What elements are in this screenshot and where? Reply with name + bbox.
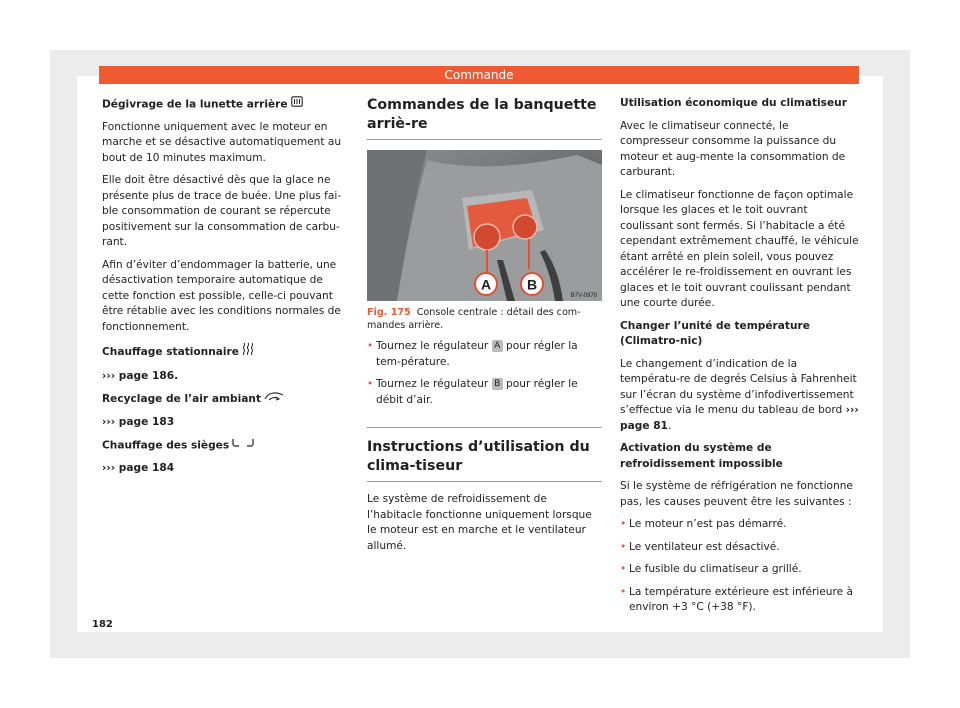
paragraph: Afin d’éviter d’endommager la batterie, une désactivation temporaire automatique de cette fonction est possible, celle-ci pouvant être rétablie avec les conditions normales de fonctionnement.: [102, 258, 341, 333]
recirculation-title: Recyclage de l’air ambiant: [102, 393, 262, 405]
seat-heat-heading: [102, 437, 342, 454]
recirculation-heading: [102, 391, 342, 407]
paragraph: [620, 357, 860, 435]
subheading: Utilisation économique du climatiseur: [620, 97, 847, 109]
divider: [367, 427, 602, 428]
list-item: • La température extérieure est inférieure à environ +3 °C (+38 °F).: [620, 585, 860, 616]
bullet-text: pour régler la tem-pérature.: [376, 340, 578, 368]
list-item: [367, 377, 602, 408]
column-right: [620, 96, 860, 623]
badge-a: A: [492, 340, 503, 352]
badge-b: B: [492, 378, 503, 390]
punctuation: .: [174, 369, 179, 382]
page-link[interactable]: ››› page 183: [102, 415, 175, 428]
subheading: Activation du système de refroidissement impossible: [620, 442, 783, 470]
paragraph-text: Le changement d’indication de la températu-re de degrés Celsius à Fahrenheit sur l’écran du système d’infodivertissement s’effectue via le menu du tableau de bord: [620, 357, 857, 416]
column-left: [102, 96, 342, 483]
paragraph: Avec le climatiseur connecté, le compresseur consomme la puissance du moteur et aug-mente la consommation de carburant.: [620, 119, 846, 178]
page-link[interactable]: ››› page 186: [102, 369, 175, 382]
punctuation: .: [667, 419, 672, 432]
figure-code: B7V-0970: [570, 293, 597, 299]
rear-console-illustration: [367, 150, 602, 301]
rear-defrost-icon: [291, 96, 303, 113]
figure-caption: [367, 307, 602, 332]
link-text: [102, 369, 342, 385]
figure-label-b: B: [526, 276, 538, 293]
caption-text: Console centrale : détail des com-mandes arrière.: [367, 307, 581, 331]
header-bar: [99, 66, 859, 84]
heater-heading: [102, 342, 342, 362]
paragraph: Elle doit être désactivé dès que la glace ne présente plus de trace de buée. Une plus fai-ble consommation de courant se répercute positivement sur la consommation de carbu-rant.: [102, 174, 342, 249]
list-item: • Le moteur n’est pas démarré.: [620, 517, 860, 533]
recirculation-icon: [264, 391, 286, 407]
bullet-text: Tournez le régulateur: [376, 378, 489, 390]
rear-defrost-heading: [102, 96, 342, 113]
section-title: Commandes de la banquette arriè-re: [367, 97, 597, 132]
paragraph: Fonctionne uniquement avec le moteur en marche et se désactive automatiquement au bout de 10 minutes maximum.: [102, 120, 342, 164]
figure-number: Fig. 175: [367, 307, 411, 318]
figure-rear-controls: [367, 150, 602, 301]
list-item: [367, 339, 602, 370]
divider: [367, 481, 602, 482]
paragraph: Le système de refroidissement de l’habitacle fonctionne uniquement lorsque le moteur est en marche et le ventilateur allumé.: [367, 493, 592, 552]
heater-title: Chauffage stationnaire: [102, 346, 239, 358]
page-link[interactable]: ››› page 81: [620, 404, 859, 432]
divider: [367, 139, 602, 140]
paragraph: Si le système de réfrigération ne fonctionne pas, les causes peuvent être les suivantes :: [620, 480, 853, 508]
column-middle: [367, 96, 602, 561]
subheading: Changer l’unité de température (Climatro-nic): [620, 319, 810, 347]
bullet-text: Tournez le régulateur: [376, 340, 489, 352]
rear-defrost-title: Dégivrage de la lunette arrière: [102, 98, 288, 111]
seat-heat-icon: [232, 437, 254, 454]
list-item: • Le ventilateur est désactivé.: [620, 540, 860, 556]
list-item: • Le fusible du climatiseur a grillé.: [620, 562, 860, 578]
figure-label-a: A: [480, 276, 492, 293]
page-link[interactable]: ››› page 184: [102, 461, 175, 474]
seat-heat-title: Chauffage des sièges: [102, 439, 230, 452]
section-title: Instructions d’utilisation du clima-tiseur: [367, 439, 590, 474]
bullet-text: pour régler le débit d’air.: [376, 378, 578, 406]
heater-icon: [242, 342, 254, 362]
page-number: 182: [92, 619, 113, 630]
paragraph: Le climatiseur fonctionne de façon optimale lorsque les glaces et le toit ouvrant coulissant sont fermés. Si l’habitacle a été cependant extrêmement chauffé, le véhicule étant arrêté en plein soleil, vous pouvez accélérer le re-froidissement en ouvrant les glaces et le toit ouvrant coulissant pendant une courte durée.: [620, 188, 859, 309]
header-title: Commande: [444, 68, 514, 82]
